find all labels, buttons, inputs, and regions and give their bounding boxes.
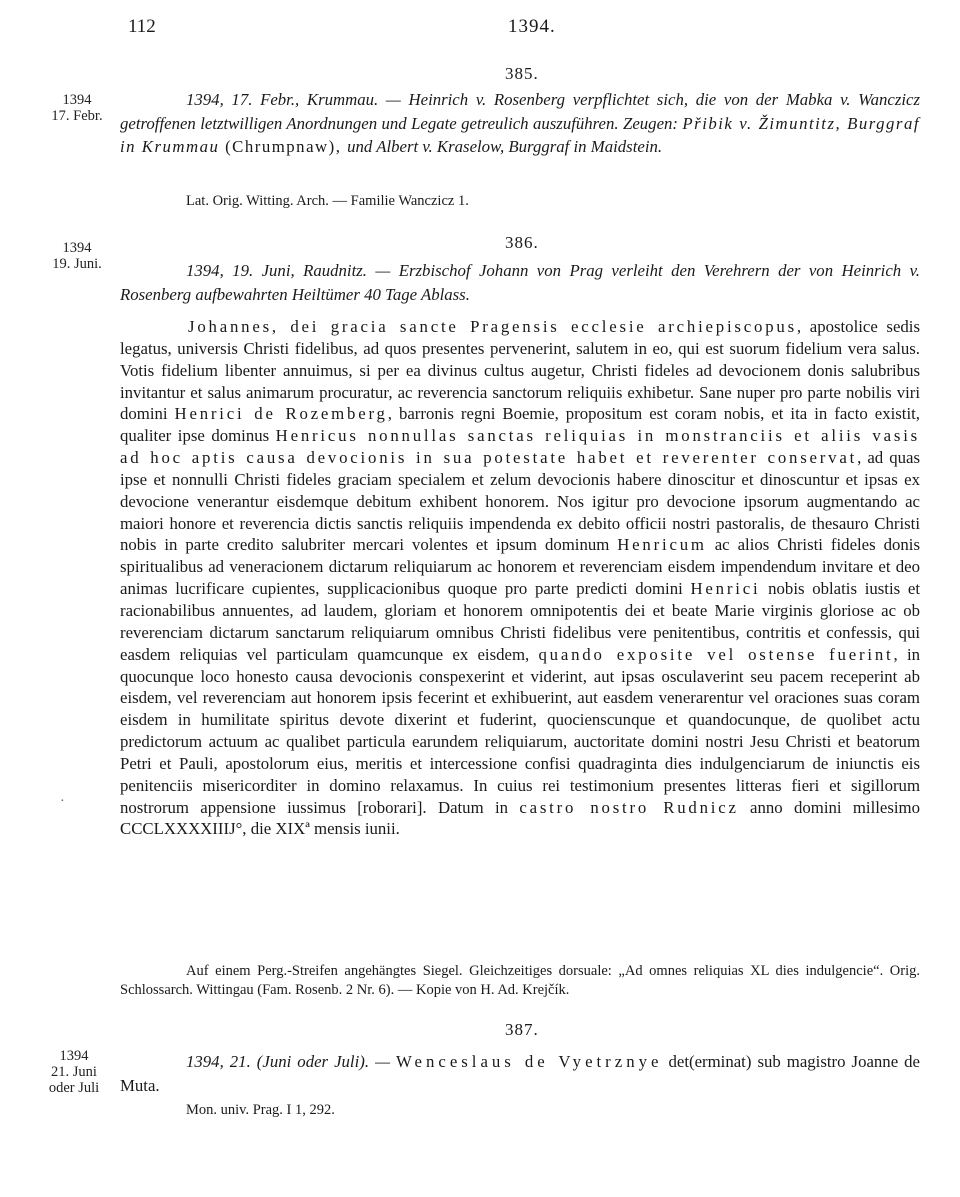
text-segment-spaced: Henrici de Rozemberg <box>174 404 388 424</box>
text-segment: , ad quas ipse et nonnulli Christi fideles graciam specialem et zelum devocionis habere dinoscitur et dinoscuntur et ipsas ex devocione venerantur eisdemque debitum exhibent honorem. Nos igitur pro devocione ipsorum augmentando ac maiori honore et reverencia dictis sanctis reliquiis impendenda ex debito officii nostri pastoralis, de thesauro Christi nobis in parte credito salubriter mercari volentes et ipsum dominum <box>120 448 921 555</box>
regest-name-spaced: Wenceslaus de Vyetrznye <box>396 1052 663 1071</box>
regest: 1394, 19. Juni, Raudnitz. — Erzbischof Johann von Prag verleiht den Verehrern der von Heinrich v. Rosenberg aufbewahrten Heiltümer 40 Tage Ablass. <box>120 261 920 304</box>
margin-year: 1394 <box>62 92 92 108</box>
page-number: 112 <box>128 16 156 37</box>
margin-date <box>42 240 112 272</box>
entry-number: 386. <box>505 233 539 252</box>
regest-text: 1394, 17. Febr., Krummau. — Heinrich v. Rosenberg verpflichtet sich, die von der Mabka v. Wanczicz getroffenen letztwilligen Anordnungen und Legate getreulich auszuführen. Zeugen: <box>120 90 920 133</box>
entry-number: 385. <box>505 64 539 83</box>
regest-tail: det(erminat) sub magistro Joanne de Muta. <box>120 1052 921 1095</box>
text-segment-spaced: Henricus nonnullas sanctas reliquias in monstranciis et aliis vasis ad hoc aptis causa devocionis in sua potestate habet et reverenter conservat <box>120 426 920 468</box>
margin-day: 21. Juni <box>51 1064 97 1080</box>
source: Lat. Orig. Witting. Arch. — Familie Wanczicz 1. <box>186 193 469 209</box>
page-header <box>0 14 960 44</box>
regest-place: (Chrumpnaw), <box>219 137 348 156</box>
text-segment-spaced: castro nostro Rudnicz <box>519 797 739 817</box>
margin-day: 19. Juni. <box>52 256 102 272</box>
entry-number: 387. <box>505 1020 539 1039</box>
source: Mon. univ. Prag. I 1, 292. <box>186 1102 335 1118</box>
document-text <box>120 316 920 840</box>
regest <box>120 1050 920 1097</box>
margin-dot: · <box>60 794 65 809</box>
text-segment: , apostolice sedis legatus, universis Christi fidelibus, ad quos presentes pervenerint, salutem in eo, qui est suorum fidelium vera salus. Votis fidelium libenter annuimus, si per ea divinus cultus augetur, Christi fideles ad devocionem donis salubribus invitantur et salus animarum procuratur, ac reverencia sanctorum reliquiis exhibetur. Sane nuper pro parte nobilis viri domini <box>120 317 920 424</box>
margin-day: 17. Febr. <box>51 108 103 124</box>
page-year: 1394. <box>508 16 556 37</box>
text-segment-spaced: Henrici <box>690 579 761 599</box>
margin-year: 1394 <box>62 240 92 256</box>
text-segment: Johannes, dei gracia sancte Pragensis ecclesie archiepiscopus <box>188 317 797 336</box>
margin-date <box>42 92 112 124</box>
regest <box>120 88 920 159</box>
text-segment-spaced: quando exposite vel ostense fuerint <box>538 644 894 664</box>
source-note: Auf einem Perg.-Streifen angehängtes Siegel. Gleichzeitiges dorsuale: „Ad omnes reliquias XL dies indulgencie“. Orig. Schlossarch. Wittingau (Fam. Rosenb. 2 Nr. 6). — Kopie von H. Ad. Krejčík. <box>120 963 920 998</box>
margin-year: 1394 <box>59 1048 89 1064</box>
margin-month-alt: oder Juli <box>48 1080 100 1096</box>
text-segment: , barronis regni Boemie, propositum est coram nobis, et ita in facto existit, qualiter ipse dominus <box>120 404 920 446</box>
text-segment: anno domini millesimo CCCLXXXXIIIJ°, die XIXª mensis iunii. <box>120 797 921 839</box>
regest-tail: und Albert v. Kraselow, Burggraf in Maidstein. <box>347 137 663 156</box>
regest-head: 1394, 21. (Juni oder Juli). — <box>186 1052 397 1071</box>
regest-witness: Přibik v. Žimuntitz, Burggraf in Krummau <box>120 113 920 156</box>
text-segment-spaced: Henricum <box>617 535 707 555</box>
text-segment: , in quocunque loco honesto causa devocionis conspexerint et viderint, aut ipsas osculaverint seu pacem receperint ab eisdem, vel reverenciam aut honorem ipsis fecerint et exhibuerint, aut easdem venerarentur vel oraciones suas coram eisdem in humilitate spiritus devote dixerint et fuderint, quociensсunque et quandocunque, de quolibet actu predictorum actuum ac qualibet particula earundem reliquiarum, auctoritate domini nostri Jesu Christi et beatorum Petri et Pauli, apostolorum eius, meritis et intercessione confisi quadraginta dies indulgenciarum de iniunctis eis penitenciis misericorditer in domino relaxamus. In cuius rei testimonium presentes litteras fieri et sigillorum nostrorum appensione iussimus [roborari]. Datum in <box>120 644 920 817</box>
margin-date <box>34 1048 114 1096</box>
text-segment: nobis oblatis iustis et racionabilibus annuentes, ad laudem, gloriam et honorem omnipotentis dei et beate Marie virginis gloriose ac ob reverenciam dictarum sanctarum reliquiarum omnibus Christi fidelibus vere penitentibus, contritis et confessis, qui easdem reliquias vel particulam quamcunque ex eisdem, <box>120 579 920 664</box>
text-segment: ac alios Christi fideles donis spiritualibus ad veneracionem dictarum reliquiarum ac honorem et reverenciam eisdem impendendum invitare et deo animas lucrificare cupientes, supplicacionibus quoque pro parte predicti domini <box>120 535 920 599</box>
